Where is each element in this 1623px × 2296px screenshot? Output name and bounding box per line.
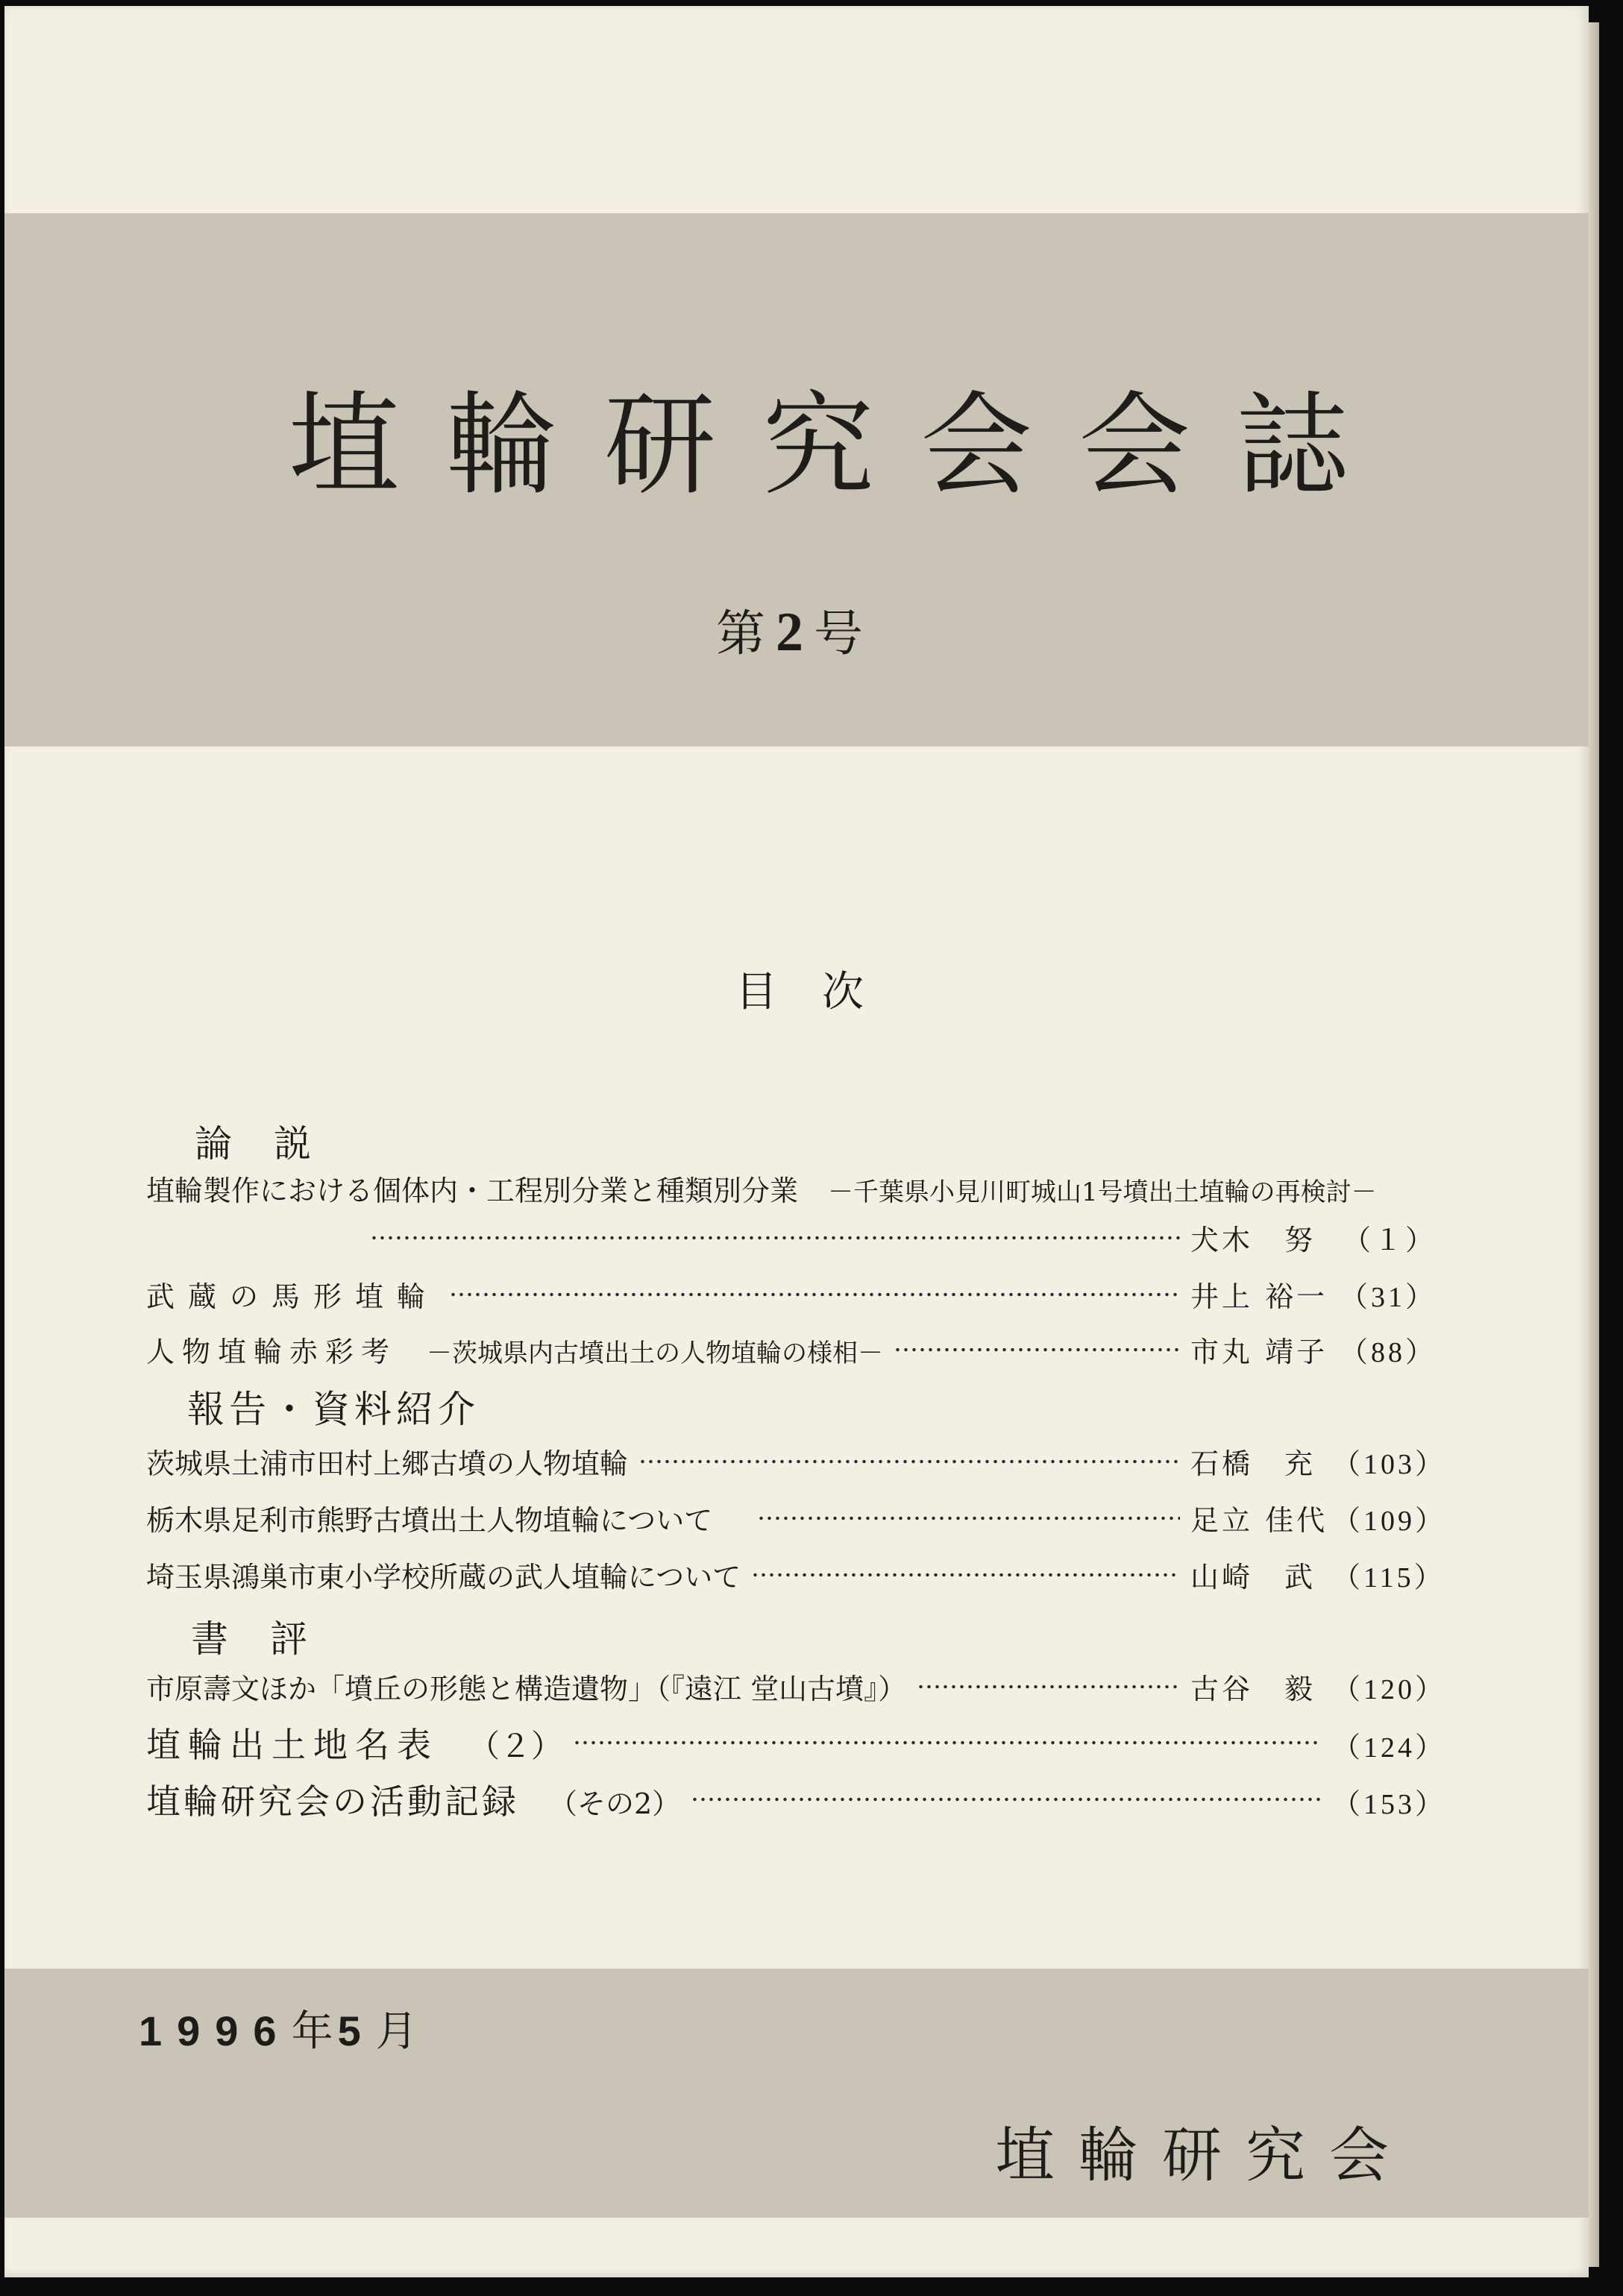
date-year-unit: 年 [291,2007,333,2056]
entry-subtitle: （その2） [549,1787,681,1820]
entry-author: 足立 佳代 [1190,1504,1328,1537]
leader-dots [917,1685,1180,1689]
toc-entry [146,1666,1447,1707]
leader-dots [894,1347,1180,1352]
issue-prefix: 第 [716,605,765,662]
entry-author: 市丸 靖子 [1190,1336,1328,1368]
entry-title: 茨城県土浦市田村上郷古墳の人物埴輪 [146,1447,629,1480]
issue-suffix: 号 [814,605,863,662]
entry-page: （109） [1332,1506,1447,1537]
entry-title: 埴輪出土地名表 [146,1725,439,1765]
publisher-name: 埴輪研究会 [995,2121,1413,2190]
entry-title: 武蔵の馬形埴輪 [146,1280,439,1313]
date-month: 5 [337,2007,376,2054]
leader-dots [573,1740,1322,1745]
entry-page: （103） [1332,1449,1447,1480]
section-label-ronsetsu: 論説 [195,1122,353,1166]
entry-author: 山崎 武 [1190,1561,1316,1594]
entry-title: 埼玉県鴻巣市東小学校所蔵の武人埴輪について [146,1561,741,1594]
entry-page: （１） [1342,1225,1437,1256]
toc-entry [146,1329,1437,1370]
entry-title: 市原壽文ほか「墳丘の形態と構造遺物」（『遠江 堂山古墳』） [146,1673,907,1705]
date-year: 1996 [139,2007,292,2054]
entry-page: （153） [1332,1789,1447,1820]
journal-title: 埴輪研究会会誌 [288,381,1396,511]
toc-entry [146,1718,1447,1767]
page-edge [1589,22,1599,2267]
toc-entry [146,1554,1445,1595]
entry-subtitle: （２） [468,1728,563,1764]
entry-title: 人物埴輪赤彩考 [146,1336,398,1368]
entry-author: 古谷 毅 [1190,1673,1316,1705]
entry-author: 犬木 努 [1190,1224,1316,1256]
leader-dots [370,1236,1180,1240]
toc-entry [146,1441,1447,1482]
entry-page: （124） [1332,1732,1447,1764]
entry-title: 栃木県足利市熊野古墳出土人物埴輪について [146,1504,713,1537]
leader-dots [638,1459,1180,1464]
section-label-hokoku: 報告・資料紹介 [187,1388,480,1431]
date-month-unit: 月 [375,2007,418,2056]
issue-number [716,594,863,664]
toc-entry-title-line [146,1168,1377,1209]
entry-title: 埴輪研究会の活動記録 [146,1781,519,1822]
leader-dots [751,1573,1180,1577]
entry-title: 埴輪製作における個体内・工程別分業と種類別分業 [146,1174,799,1207]
toc-entry [146,1497,1447,1538]
toc-heading: 目次 [735,968,908,1016]
leader-dots [757,1516,1180,1520]
toc-entry [146,1775,1447,1824]
entry-page: （31） [1339,1282,1437,1313]
section-label-shohyo: 書評 [191,1617,349,1661]
issue-digit: 2 [776,602,803,663]
entry-author: 石橋 充 [1190,1447,1316,1480]
entry-page: （120） [1332,1674,1447,1705]
publication-date [139,1998,418,2058]
toc-entry [146,1274,1437,1315]
journal-cover [4,6,1589,2277]
leader-dots [449,1292,1180,1297]
entry-subtitle: －茨城県内古墳出土の人物埴輪の様相－ [427,1339,884,1368]
entry-subtitle: －千葉県小見川町城山1号墳出土埴輪の再検討－ [828,1177,1377,1207]
entry-page: （88） [1339,1337,1437,1368]
entry-page: （115） [1332,1562,1445,1594]
entry-author: 井上 裕一 [1190,1280,1328,1313]
toc-entry [370,1217,1437,1258]
leader-dots [691,1797,1322,1802]
